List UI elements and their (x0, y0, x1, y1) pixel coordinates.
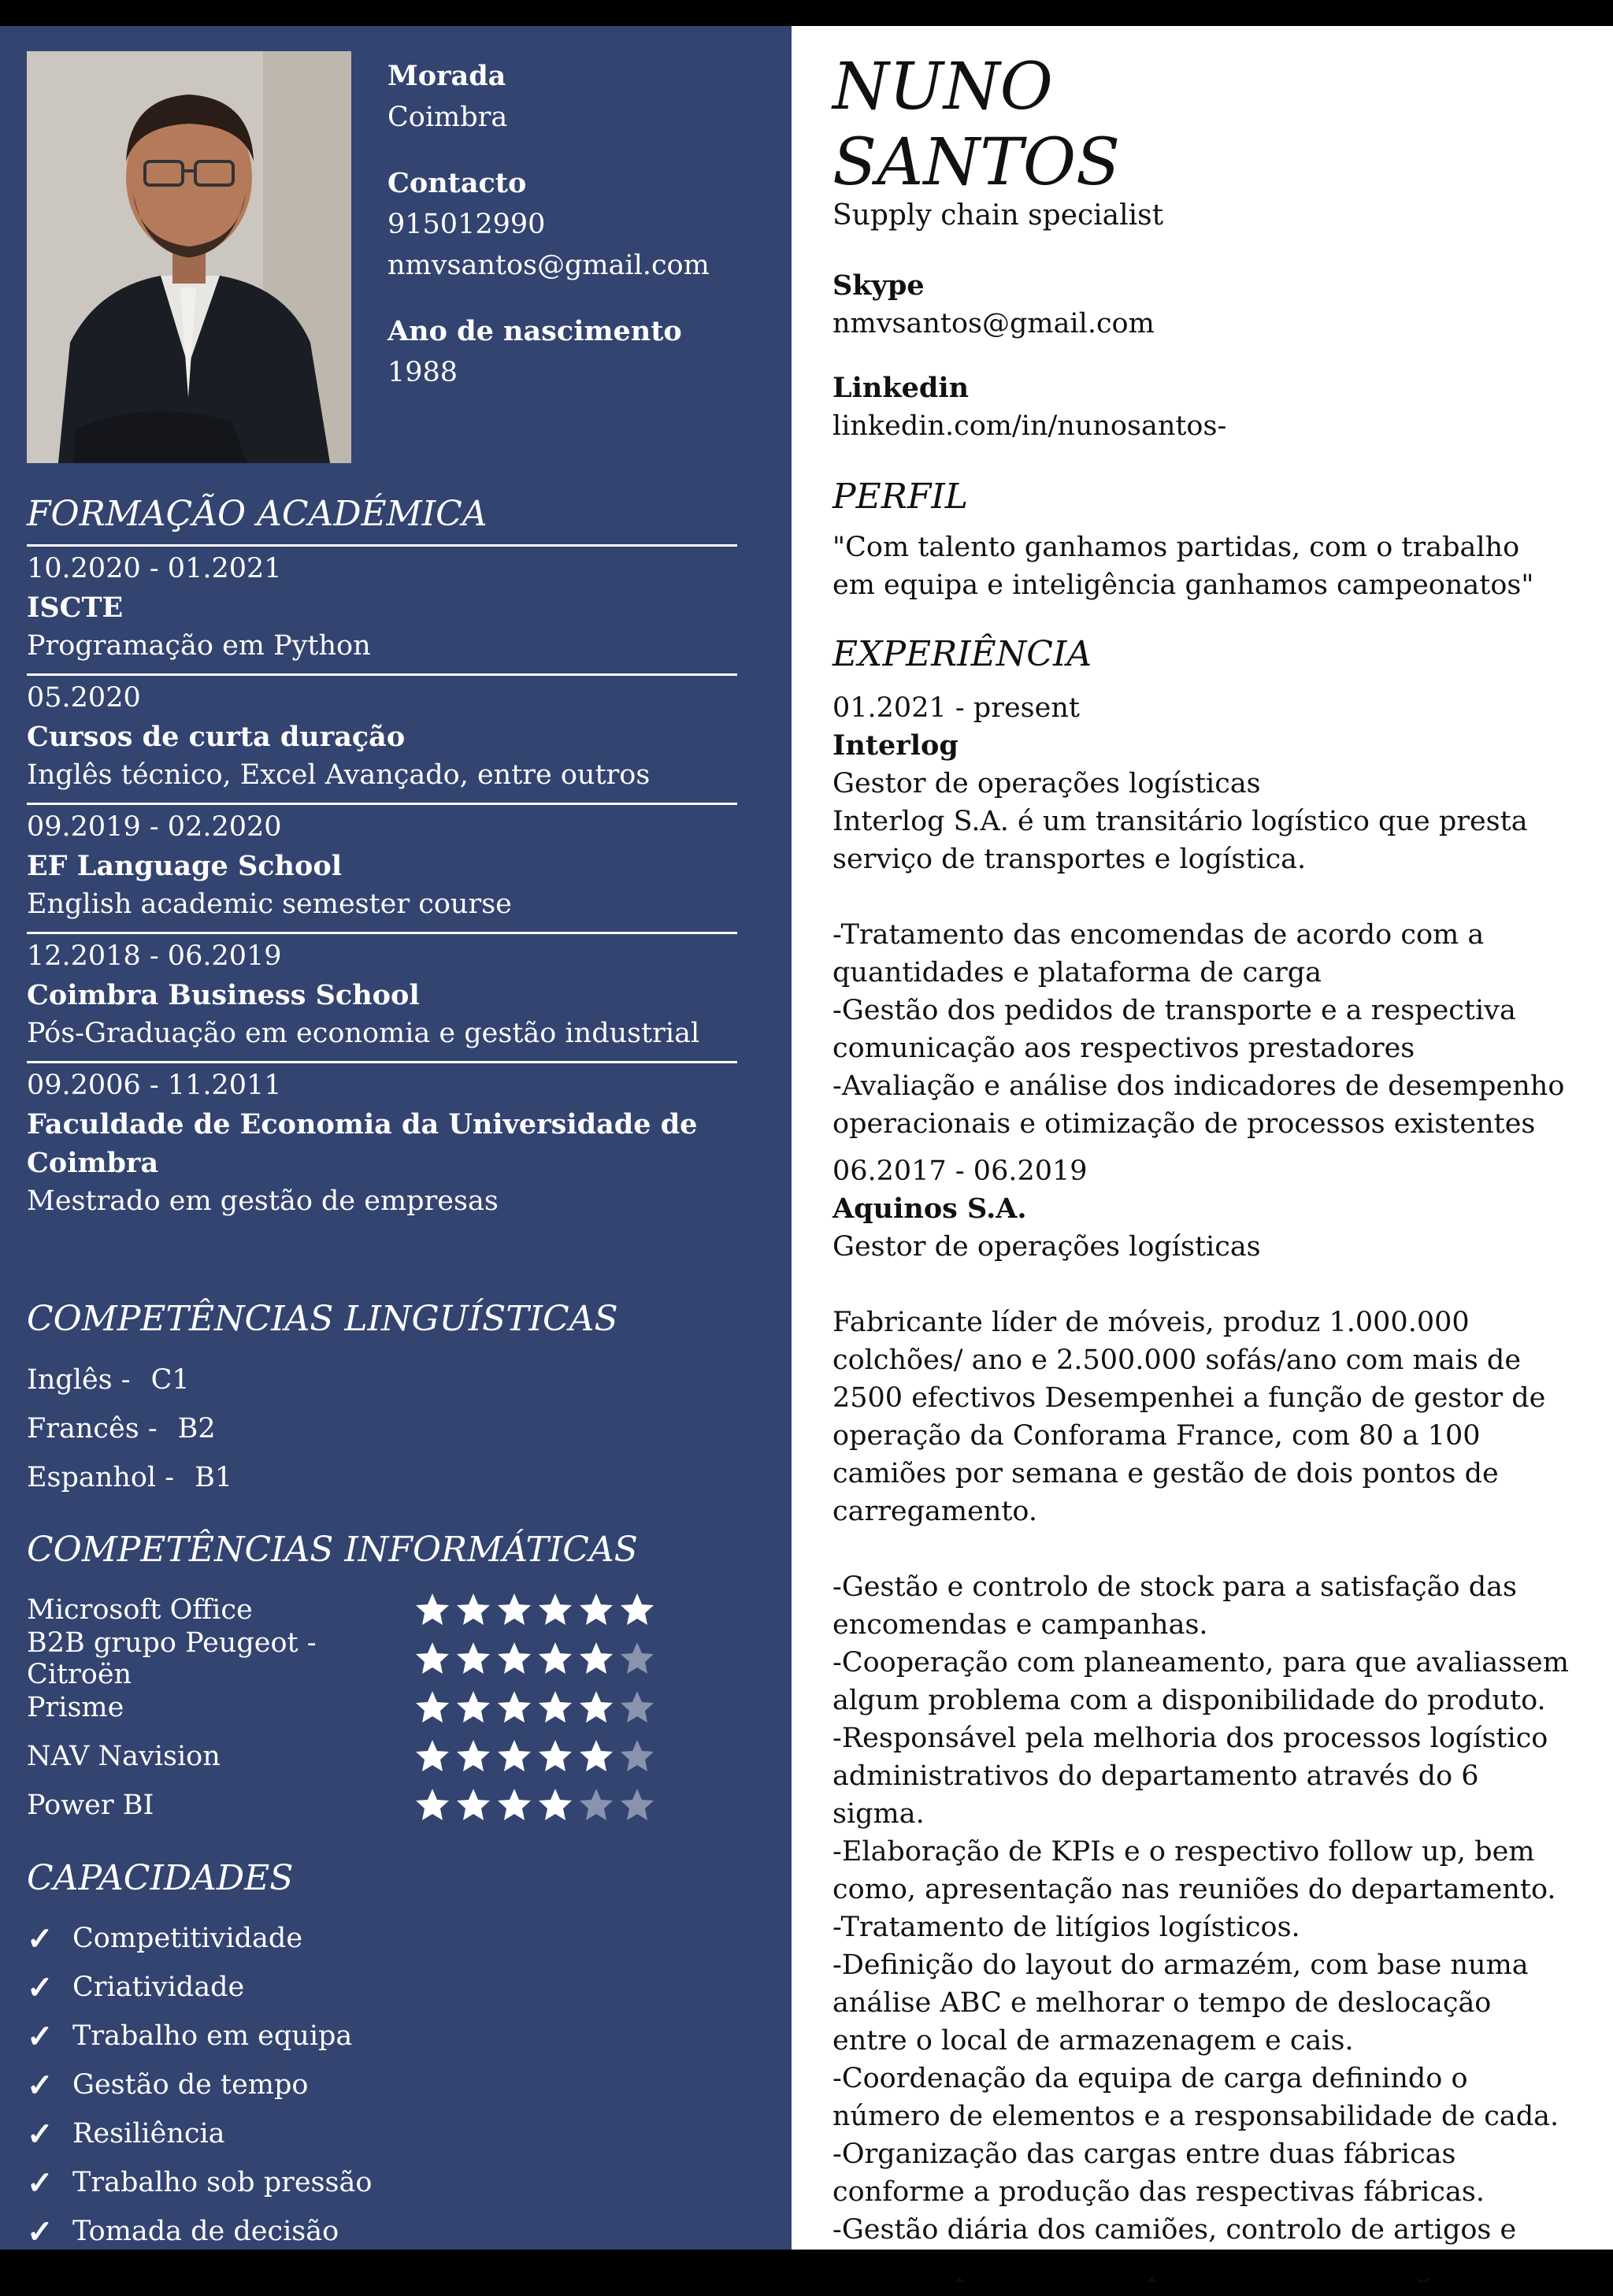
education-course: Programação em Python (27, 630, 371, 662)
capacity-label: Competitividade (72, 1923, 303, 1954)
star-icon (496, 1641, 532, 1677)
it-skills-title: COMPETÊNCIAS INFORMÁTICAS (27, 1530, 638, 1570)
skill-item (27, 1627, 704, 1690)
star-icon (414, 1592, 451, 1628)
capacity-label: Criatividade (72, 1971, 245, 2003)
skype-label: Skype (832, 269, 925, 302)
language-name: Francês - (27, 1413, 158, 1445)
education-title: FORMAÇÃO ACADÉMICA (27, 494, 488, 534)
experience-description: Fabricante líder de móveis, produz 1.000.000 colchões/ ano e 2.500.000 sofás/ano com mais de 2500 efectivos Desempenhei a função de gestor de operação da Conforama France, com 80 a 100 camiões por semana e gestão de dois pontos de carregamento. -Gestão e controlo de stock para a satisfação das encomendas e campanhas. -Cooperação com planeamento, para que avaliassem algum problema com a disponibilidade do produto. -Responsável pela melhoria dos processos logístico administrativos do departamento através do 6 sigma. -Elaboração de KPIs e o respectivo follow up, bem como, apresentação nas reuniões do departamento. -Tratamento de litígios logísticos. -Definição do layout do armazém, com base numa análise ABC e melhorar o tempo de deslocação entre o local de armazenagem e cais. -Coordenação da equipa de carga definindo o número de elementos e a responsabilidade de cada. -Organização das cargas entre duas fábricas conforme a produção das respectivas fábricas. -Gestão diária dos camiões, controlo de artigos e (832, 1307, 1569, 2246)
contact-label: Contacto (387, 167, 527, 199)
profile-photo (27, 51, 351, 463)
education-school: Cursos de curta duração (27, 721, 406, 753)
capacity-item (27, 2207, 372, 2256)
language-name: Inglês - (27, 1364, 131, 1396)
experience-list (832, 689, 1573, 2296)
experience-role: Gestor de operações logísticas (832, 1231, 1261, 1263)
phone-value: 915012990 (387, 209, 546, 240)
skill-rating (414, 1787, 655, 1823)
star-icon (414, 1690, 451, 1726)
experience-company: Interlog (832, 729, 959, 762)
skype-value: nmvsantos@gmail.com (832, 308, 1155, 339)
skill-name: NAV Navision (27, 1741, 221, 1772)
skill-name: Microsoft Office (27, 1594, 253, 1626)
star-icon (578, 1787, 614, 1823)
checkmark-icon: ✓ (27, 2066, 54, 2104)
star-icon (537, 1641, 573, 1677)
experience-item (832, 1152, 1573, 2287)
experience-dates: 01.2021 - present (832, 692, 1080, 724)
capacity-item (27, 2109, 372, 2158)
sidebar (0, 26, 792, 2250)
languages-title: COMPETÊNCIAS LINGUÍSTICAS (27, 1299, 618, 1339)
skill-rating (414, 1641, 655, 1677)
language-level: B1 (195, 1462, 233, 1493)
education-item (27, 673, 737, 803)
star-icon (455, 1787, 491, 1823)
language-level: C1 (150, 1364, 190, 1396)
email-value: nmvsantos@gmail.com (387, 250, 710, 281)
checkmark-icon: ✓ (27, 1968, 54, 2006)
star-icon (578, 1738, 614, 1775)
linkedin-label: Linkedin (832, 372, 970, 404)
capacity-item (27, 2158, 372, 2207)
capacities-list (27, 1914, 372, 2256)
education-dates: 09.2019 - 02.2020 (27, 811, 282, 843)
star-icon (619, 1641, 655, 1677)
birth-value: 1988 (387, 357, 458, 388)
it-skills-list (27, 1586, 704, 1830)
job-title: Supply chain specialist (832, 199, 1164, 232)
language-item (27, 1356, 232, 1404)
star-icon (578, 1641, 614, 1677)
star-icon (619, 1738, 655, 1775)
education-school: ISCTE (27, 592, 124, 624)
star-icon (537, 1690, 573, 1726)
education-course: Pós-Graduação em economia e gestão industrial (27, 1018, 700, 1049)
skill-item (27, 1732, 704, 1781)
capacity-item (27, 1963, 372, 2012)
experience-dates: 06.2017 - 06.2019 (832, 1155, 1088, 1187)
star-icon (537, 1592, 573, 1628)
star-icon (537, 1738, 573, 1775)
education-course: Inglês técnico, Excel Avançado, entre outros (27, 759, 651, 791)
education-dates: 10.2020 - 01.2021 (27, 553, 282, 584)
capacity-item (27, 2060, 372, 2109)
capacity-label: Trabalho sob pressão (72, 2167, 373, 2198)
star-icon (455, 1592, 491, 1628)
skill-rating (414, 1592, 655, 1628)
star-icon (455, 1641, 491, 1677)
star-icon (496, 1690, 532, 1726)
skill-item (27, 1683, 704, 1732)
last-name: SANTOS (832, 125, 1121, 200)
checkmark-icon: ✓ (27, 2017, 54, 2055)
education-item (27, 803, 737, 932)
main-content (792, 26, 1613, 2250)
star-icon (619, 1690, 655, 1726)
bottom-border (0, 2250, 1613, 2278)
profile-title: PERFIL (832, 477, 968, 517)
language-item (27, 1404, 232, 1453)
skill-name: Power BI (27, 1790, 154, 1821)
capacity-label: Tomada de decisão (72, 2216, 339, 2247)
education-school: EF Language School (27, 850, 342, 882)
skill-name: B2B grupo Peugeot - Citroën (27, 1627, 317, 1690)
skill-item (27, 1781, 704, 1830)
full-name (832, 50, 1120, 201)
education-dates: 05.2020 (27, 682, 141, 714)
capacity-item (27, 2012, 372, 2060)
contact-info (387, 56, 766, 418)
linkedin-value: linkedin.com/in/nunosantos- (832, 410, 1227, 442)
capacity-label: Resiliência (72, 2118, 225, 2149)
star-icon (455, 1738, 491, 1775)
experience-title: EXPERIÊNCIA (832, 634, 1092, 674)
star-icon (496, 1592, 532, 1628)
skill-rating (414, 1690, 655, 1726)
star-icon (619, 1592, 655, 1628)
language-level: B2 (177, 1413, 216, 1445)
star-icon (496, 1738, 532, 1775)
experience-item (832, 689, 1573, 1143)
languages-list (27, 1356, 232, 1502)
linkedin-block (832, 369, 1226, 445)
star-icon (414, 1641, 451, 1677)
education-dates: 09.2006 - 11.2011 (27, 1070, 282, 1101)
education-dates: 12.2018 - 06.2019 (27, 940, 282, 972)
checkmark-icon: ✓ (27, 2213, 54, 2250)
top-border (0, 0, 1613, 26)
checkmark-icon: ✓ (27, 1920, 54, 1957)
skill-name: Prisme (27, 1692, 124, 1723)
profile-text: "Com talento ganhamos partidas, com o trabalho em equipa e inteligência ganhamos campeonatos" (832, 532, 1534, 601)
star-icon (455, 1690, 491, 1726)
star-icon (619, 1787, 655, 1823)
capacities-title: CAPACIDADES (27, 1858, 294, 1898)
address-label: Morada (387, 60, 506, 92)
capacity-item (27, 1914, 372, 1963)
star-icon (496, 1787, 532, 1823)
education-item (27, 932, 737, 1061)
checkmark-icon: ✓ (27, 2115, 54, 2153)
checkmark-icon: ✓ (27, 2164, 54, 2201)
star-icon (537, 1787, 573, 1823)
skype-block (832, 267, 1155, 343)
education-item (27, 1061, 737, 1229)
star-icon (578, 1592, 614, 1628)
birth-label: Ano de nascimento (387, 315, 682, 347)
education-course: Mestrado em gestão de empresas (27, 1185, 499, 1217)
education-school: Faculdade de Economia da Universidade de Coimbra (27, 1108, 698, 1179)
experience-role: Gestor de operações logísticas (832, 768, 1261, 799)
capacity-label: Gestão de tempo (72, 2069, 309, 2101)
experience-company: Aquinos S.A. (832, 1193, 1027, 1225)
experience-description: Interlog S.A. é um transitário logístico que presta serviço de transportes e logística. -Tratamento das encomendas de acordo com a quantidades e plataforma de carga -Gestão dos pedidos de transporte e a respectiva comunicação aos respectivos prestadores -Avaliação e análise dos indicadores de desempenho operacionais e otimização de processos existentes (832, 806, 1565, 1140)
education-list (27, 544, 737, 1229)
language-item (27, 1453, 232, 1502)
star-icon (414, 1738, 451, 1775)
language-name: Espanhol - (27, 1462, 175, 1493)
education-course: English academic semester course (27, 888, 512, 920)
capacity-label: Trabalho em equipa (72, 2020, 353, 2052)
star-icon (414, 1787, 451, 1823)
education-item (27, 544, 737, 673)
education-school: Coimbra Business School (27, 979, 420, 1011)
skill-rating (414, 1738, 655, 1775)
star-icon (578, 1690, 614, 1726)
first-name: NUNO (832, 50, 1053, 124)
address-value: Coimbra (387, 102, 508, 133)
